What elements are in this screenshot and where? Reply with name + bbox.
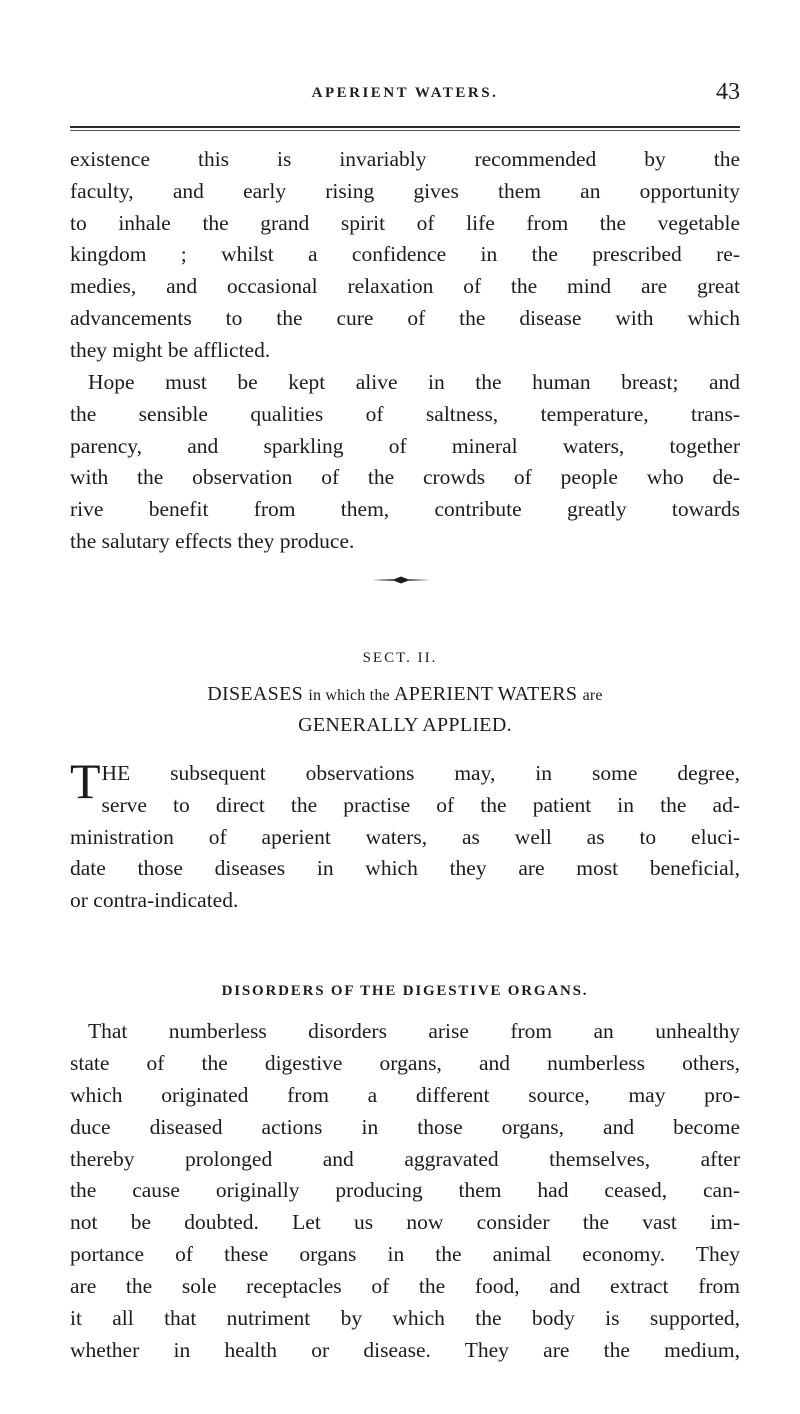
text-line: it all that nutriment by which the body is supported, <box>70 1306 740 1331</box>
text-line: existence this is invariably recommended by the <box>70 147 740 171</box>
heading-word: APERIENT WATERS <box>394 683 578 705</box>
text-line: ministration of aperient waters, as well as to eluci- <box>70 824 740 849</box>
ornament-rule-icon <box>372 575 430 585</box>
text-line: duce diseased actions in those organs, and become <box>70 1114 740 1139</box>
heading-word: in which the <box>308 687 390 704</box>
header-rule-thin <box>70 130 740 131</box>
text-line: they might be afflicted. <box>70 337 271 362</box>
text-line: faculty, and early rising gives them an opportunity <box>70 178 740 203</box>
text-line: are the sole receptacles of the food, and extract from <box>70 1274 740 1299</box>
text-line: That numberless disorders arise from an unhealthy <box>88 1019 740 1043</box>
text-line: rive benefit from them, contribute greatly towards <box>70 497 740 522</box>
text-line: medies, and occasional relaxation of the mind are great <box>70 274 740 299</box>
heading-word: DISEASES <box>207 683 304 705</box>
paragraph-3 <box>70 753 740 917</box>
section-label: SECT. II. <box>362 650 438 666</box>
text-line: serve to direct the practise of the patient in the ad- <box>101 792 740 817</box>
text-line-rest: HE subsequent observations may, in some degree, <box>101 761 740 785</box>
section-heading-line-1 <box>70 683 740 706</box>
text-line: state of the digestive organs, and numberless others, <box>70 1050 740 1075</box>
text-line: kingdom ; whilst a confidence in the prescribed re- <box>70 242 740 267</box>
paragraph-4 <box>70 1016 740 1367</box>
page-number: 43 <box>716 79 740 105</box>
text-line: whether in health or disease. They are the medium, <box>70 1337 740 1362</box>
text-line: Hope must be kept alive in the human breast; and <box>88 370 740 394</box>
paragraph-2 <box>70 367 740 558</box>
text-line: thereby prolonged and aggravated themselves, after <box>70 1146 740 1171</box>
text-line: advancements to the cure of the disease with which <box>70 305 740 330</box>
text-line: portance of these organs in the animal economy. They <box>70 1242 740 1267</box>
subheading: DISORDERS OF THE DIGESTIVE ORGANS. <box>221 983 589 999</box>
text-line: not be doubted. Let us now consider the vast im- <box>70 1210 740 1235</box>
text-line: date those diseases in which they are most beneficial, <box>70 856 740 881</box>
text-line: which originated from a different source, may pro- <box>70 1082 740 1107</box>
running-head <box>70 79 740 111</box>
text-line: parency, and sparkling of mineral waters, together <box>70 433 740 458</box>
header-rule-thick <box>70 126 740 128</box>
heading-word: are <box>582 687 603 704</box>
text-line: or contra-indicated. <box>70 888 239 913</box>
text-line: with the observation of the crowds of people who de- <box>70 465 740 490</box>
text-line: the cause originally producing them had ceased, can- <box>70 1178 740 1203</box>
drop-cap: T <box>70 753 101 809</box>
section-heading-line-2: GENERALLY APPLIED. <box>298 714 512 736</box>
text-line: to inhale the grand spirit of life from the vegetable <box>70 210 740 235</box>
paragraph-1 <box>70 144 740 367</box>
text-line: the salutary effects they produce. <box>70 528 355 553</box>
text-line: the sensible qualities of saltness, temperature, trans- <box>70 401 740 426</box>
running-title: APERIENT WATERS. <box>311 85 499 101</box>
